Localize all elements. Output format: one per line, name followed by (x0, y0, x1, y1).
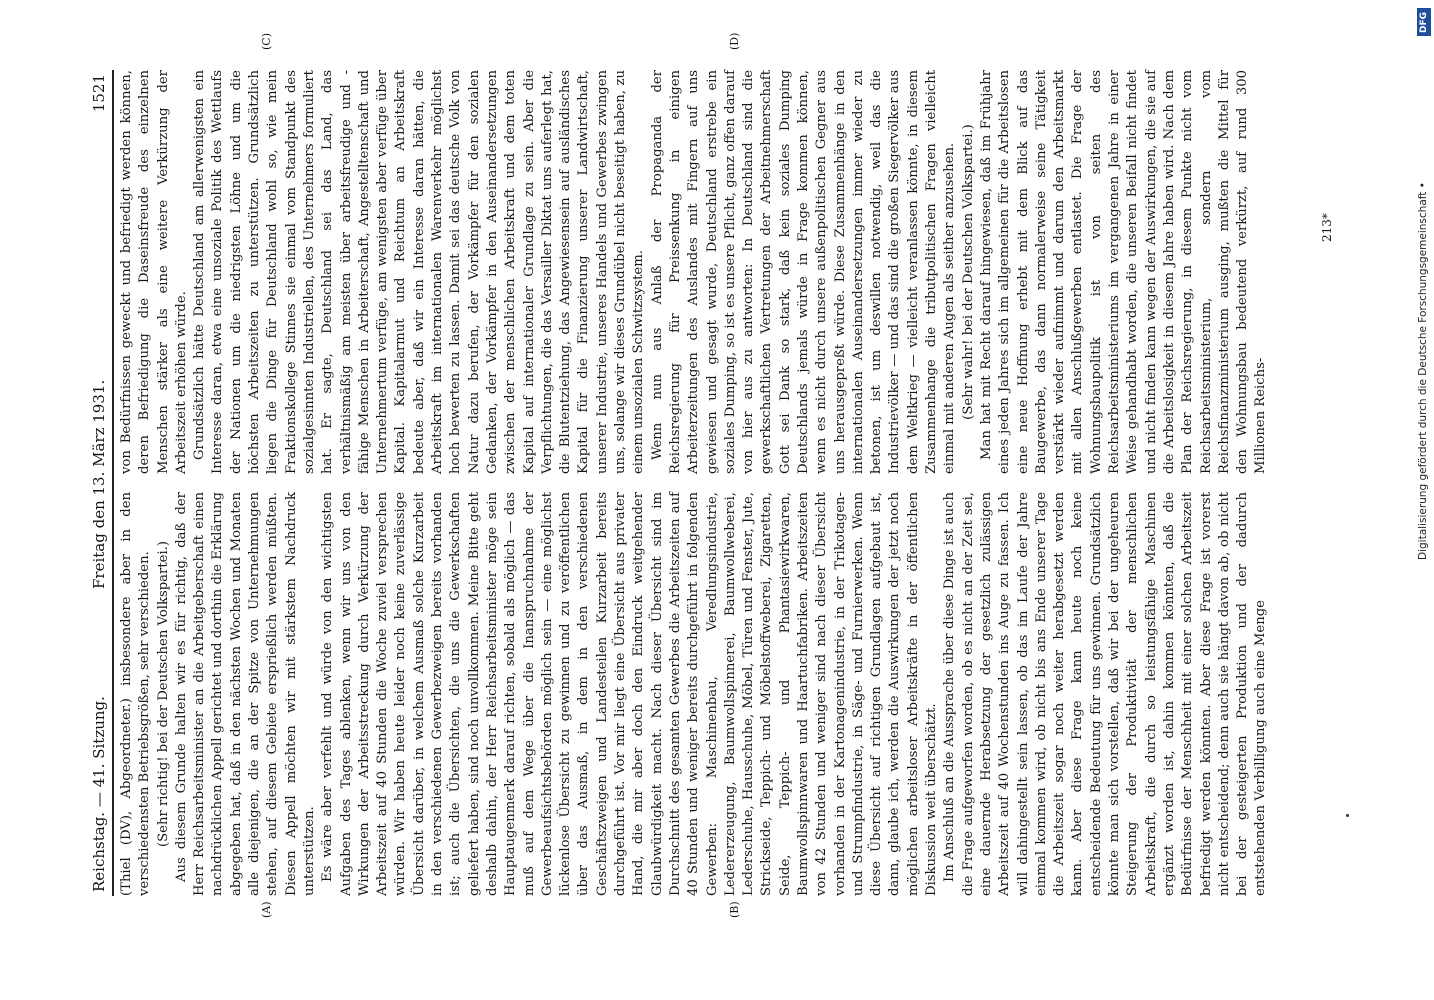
margin-mark-c: (C) (260, 33, 273, 50)
paragraph: Man hat mit Recht darauf hingewiesen, daß im Frühjahr eines jeden Jahres sich im allgemeinen für die Arbeitslosen eine neue Hoffnung erhebt mit dem Blick auf das Baugewerbe, das dann normalerweise seine Tätigkeit verstärkt wieder aufnimmt und darum den Arbeitsmarkt mit allen Anschlußgewerben entlastet. Die Frage der Wohnungsbaupolitik ist von seiten des Reichsarbeitsministeriums im vergangenen Jahre in einer Weise gehandhabt worden, die unseren Beifall nicht findet und nicht finden kann wegen der Auswirkungen, die sie auf die Arbeitslosigkeit in diesem Jahre haben wird. Nach dem Plan der Reichsregierung, in diesem Punkte nicht vom Reichsarbeitsministerium, sondern vom Reichsfinanzministerium ausging, mußten die Mittel für den Wohnungsbau bedeutend verkürzt, auf rund 300 Millionen Reichs- (978, 70, 1269, 474)
paragraph: Wenn nun aus Anlaß der Propaganda der Reichsregierung für Preissenkung in einigen Arbeiterzeitungen des Auslandes mit Fingern auf uns gewiesen und gesagt wurde, Deutschland erstrebe ein soziales Dumping, so ist es unsere Pflicht, ganz offen darauf von hier aus zu antworten: In Deutschland sind die gewerkschaftlichen Vertretungen der Arbeitnehmerschaft Gott sei Dank so stark, daß kein soziales Dumping Deutschlands jemals würde in Frage kommen können, wenn es nicht durch unsere außenpolitischen Gegner aus uns herausgepreßt würde. Diese Zusammenhänge in den internationalen Auseinandersetzungen immer wieder zu betonen, ist um deswillen notwendig, weil das die Industrievölker — und das sind die großen Siegervölker aus dem Weltkrieg — vielleicht veranlassen könnte, in diesem Zusammenhange die tributpolitischen Fragen vielleicht einmal mit anderen Augen als seither anzusehen. (649, 70, 958, 474)
side-strip (1416, 8, 1432, 994)
dfg-logo: DFG (1417, 8, 1431, 36)
left-column (118, 492, 1271, 896)
digitization-note: Digitalisierung gefördert durch die Deutsche Forschungsgemeinschaft • (1417, 182, 1429, 560)
paragraph: Es wäre aber verfehlt und würde von den wichtigsten Aufgaben des Tages ablenken, wenn wir uns von den Wirkungen der Arbeitsstreckung durch Verkürzung der Arbeitszeit auf 40 Stunden die Woche zuviel versprechen würden. Wir haben heute leider noch keine zuverlässige Übersicht darüber, in welchem Ausmaß solche Kurzarbeit in den verschiedenen Gewerbezweigen bereits vorhanden ist; auch die Übersichten, die uns die Gewerkschaften geliefert haben, sind noch unvollkommen. Meine Bitte geht deshalb dahin, der Herr Reichsarbeitsminister möge sein Hauptaugenmerk darauf richten, sobald als möglich — das muß auf dem Wege über die Inanspruchnahme der Gewerbeaufsichtsbehörden möglich sein — eine möglichst lückenlose Übersicht zu gewinnen und zu veröffentlichen über das Ausmaß, in dem in den verschiedenen Geschäftszweigen und Landesteilen Kurzarbeit bereits durchgeführt ist. Vor mir liegt eine Übersicht aus privater Hand, die mir aber doch den Eindruck weitgehender Glaubwürdigkeit macht. Nach dieser Übersicht sind im Durchschnitt des gesamten Gewerbes die Arbeitszeiten auf 40 Stunden und weniger bereits durchgeführt in folgenden Gewerben: Maschinenbau, Veredlungsindustrie, Ledererzeugung, Baumwollspinnerei, Baumwollweberei, Lederschuhe, Hausschuhe, Möbel, Türen und Fenster, Jute, Strickseide, Teppich- und Möbelstoffweberei, Zigaretten, Seide, Teppich- und Phantasiewirkwaren, Baumwollspinnwaren und Haartuchfabriken. Arbeitszeiten von 42 Stunden und weniger sind nach dieser Übersicht vorhanden in der Kartonagenindustrie, in der Trikotagen- und Strumpfindustrie, in Säge- und Furnierwerken. Wenn diese Übersicht auf richtigen Grundlagen aufgebaut ist, dann, glaube ich, werden die Auswirkungen der jetzt noch möglichen arbeitsloser Arbeitskräfte in der öffentlichen Diskussion weit überschätzt. (320, 492, 940, 896)
paragraph: (Thiel (DV), Abgeordneter.) insbesondere aber in den verschiedensten Betriebsgrößen, sehr verschieden. (119, 492, 153, 896)
right-column (118, 70, 1271, 474)
header-date: Freitag den 13. März 1931. (90, 379, 108, 589)
interjection: (Sehr wahr! bei der Deutschen Volkspartei.) (960, 124, 976, 420)
paragraph: von Bedürfnissen geweckt und befriedigt werden können, deren Befriedigung die Daseinsfreude des einzelnen Menschen stärker als eine weitere Verkürzung der Arbeitszeit erhöhen würde. (119, 70, 189, 474)
interjection: (Sehr richtig! bei der Deutschen Volkspartei.) (155, 540, 171, 848)
page-number: 1521 (90, 74, 108, 113)
margin-mark-a: (A) (260, 901, 273, 918)
header-rule (112, 70, 114, 896)
margin-mark-d: (D) (728, 32, 741, 50)
paragraph: Grundsätzlich hätte Deutschland am allerwenigsten ein Interesse daran, etwa eine unsoziale Politik des Wettlaufs der Nationen um die niedrigsten Löhne und um die höchsten Arbeitszeiten zu unterstützen. Grundsätzlich liegen die Dinge für Deutschland wohl so, wie mein Fraktionskollege Stinnes sie einmal vom Standpunkt des sozialgesinnten Industriellen, des Unternehmers formuliert hat. Er sagte, Deutschland sei das Land, das verhältnismäßig am meisten über arbeitsfreudige und -fähige Menschen in Arbeiterschaft, Angestelltenschaft und Unternehmertum verfüge, am wenigsten aber verfüge über Kapital. Kapitalarmut und Reichtum an Arbeitskraft bedeute aber, daß wir ein Interesse daran hätten, die Arbeitskraft im internationalen Warenverkehr möglichst hoch bewerten zu lassen. Damit sei das deutsche Volk von Natur dazu berufen, der Vorkämpfer für den sozialen Gedanken, der Vorkämpfer in den Auseinandersetzungen zwischen der menschlichen Arbeitskraft und dem toten Kapital auf internationaler Grundlage zu sein. Aber die Verpflichtungen, die das Versailler Diktat uns auferlegt hat, die Blutentziehung, das Angewiesensein auf ausländisches Kapital für die Finanzierung unserer Landwirtschaft, unserer Industrie, unseres Handels und Gewerbes zwingen uns, solange wir dieses Grundübel nicht beseitigt haben, zu einem unsozialen Schwitzsystem. (192, 70, 647, 474)
speck-dot (1346, 814, 1349, 817)
paragraph: Aus diesem Grunde halten wir es für richtig, daß der Herr Reichsarbeitsminister an die Arbeitgeberschaft einen nachdrücklichen Appell gerichtet und dorthin die Erklärung abgegeben hat, daß in den nächsten Wochen und Monaten alle diejenigen, die an der Spitze von Unternehmungen stehen, auf diesem Gebiete ersprießlich werden müßten. Diesen Appell möchten wir mit stärkstem Nachdruck unterstützen. (173, 492, 317, 896)
page-header (90, 74, 110, 892)
header-session: Reichstag. — 41. Sitzung. (90, 696, 108, 892)
paragraph: Im Anschluß an die Aussprache über diese Dinge ist auch die Frage aufgeworfen worden, ob es nicht an der Zeit sei, eine dauernde Herabsetzung der gesetzlich zulässigen Arbeitszeit auf 40 Wochenstunden ins Auge zu fassen. Ich will dahingestellt sein lassen, ob das im Laufe der Jahre einmal kommen wird, ob nicht bis ans Ende unserer Tage die Arbeitszeit sogar noch weiter herabgesetzt werden kann. Aber diese Frage kann heute noch keine entscheidende Bedeutung für uns gewinnen. Grundsätzlich könnte man sich vorstellen, daß wir bei der ungeheuren Steigerung der Produktivität der menschlichen Arbeitskraft, die durch so leistungsfähige Maschinen ergänzt worden ist, dahin kommen könnten, daß die Bedürfnisse der Menschheit mit einer solchen Arbeitszeit befriedigt werden könnten. Aber diese Frage ist vorerst nicht entscheidend; denn auch sie hängt davon ab, ob nicht bei der gesteigerten Produktion und der dadurch entstehenden Verbilligung auch eine Menge (942, 492, 1269, 896)
margin-mark-b: (B) (728, 901, 741, 918)
footer-signature: 213* (1320, 213, 1334, 242)
